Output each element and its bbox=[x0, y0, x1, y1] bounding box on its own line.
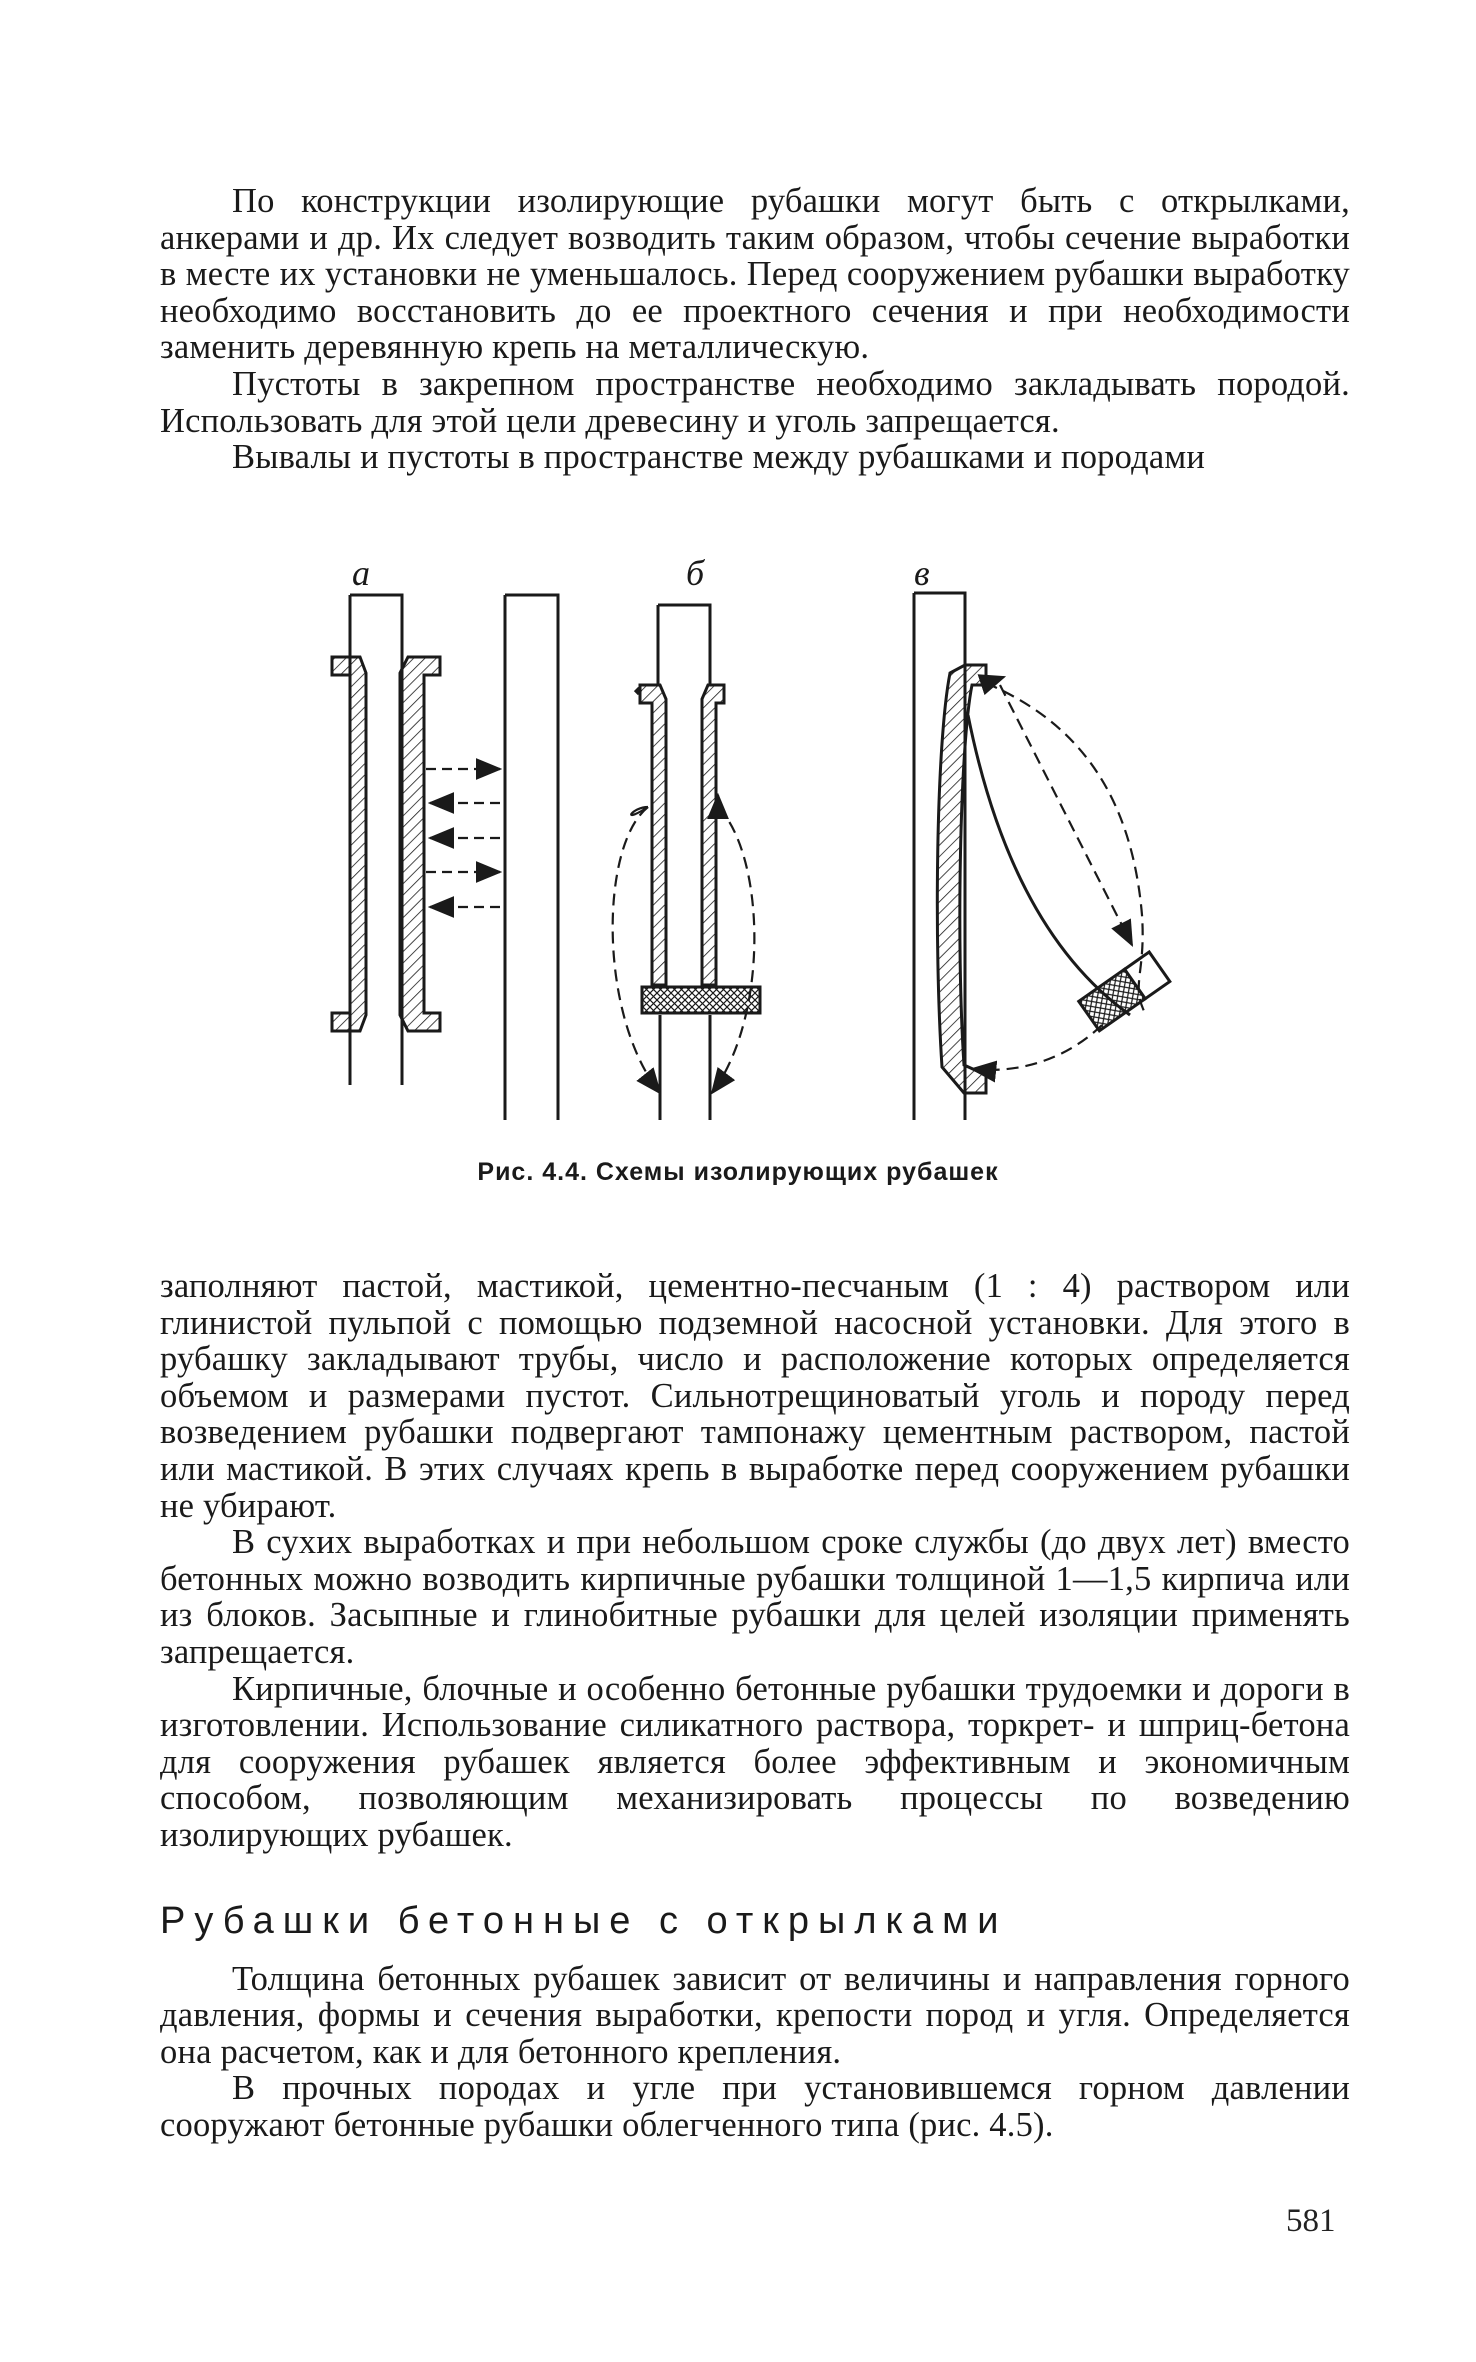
label-a: а bbox=[352, 553, 370, 593]
figure-drawing bbox=[300, 545, 1180, 1135]
top-text-block bbox=[160, 183, 1350, 476]
paragraph-voids-filling: Пустоты в закрепном пространстве необходимо закладывать породой. Использовать для этой цели древесину и уголь запрещается. bbox=[160, 364, 1350, 440]
figure-caption: Рис. 4.4. Схемы изолирующих рубашек bbox=[477, 1158, 999, 1186]
section-title: Рубашки бетонные с открылками bbox=[160, 1899, 1008, 1942]
paragraph-strong-rocks: В прочных породах и угле при установившемся горном давлении сооружают бетонные рубашки облегченного типа (рис. 4.5). bbox=[160, 2069, 1350, 2144]
page-number: 581 bbox=[1286, 2203, 1336, 2239]
paragraph-construction: По конструкции изолирующие рубашки могут быть с открылками, анкерами и др. Их следует возводить таким образом, чтобы сечение выработки в месте их установки не уменьшалось. Перед сооружением рубашки выработку необходимо восстановить до ее проектного сечения и при необходимости заменить деревянную крепь на металлическую. bbox=[160, 182, 1350, 367]
paragraph-labor-intensive: Кирпичные, блочные и особенно бетонные рубашки трудоемки и дороги в изготовлении. Использование силикатного раствора, торкрет- и шприц-бетона для сооружения рубашек является более эффективным и экономичным способом, позволяющим механизировать процессы по возведению изолирующих рубашек. bbox=[160, 1669, 1350, 1854]
scheme-a bbox=[332, 595, 558, 1120]
bottom-text-block bbox=[160, 1268, 1350, 2143]
figure-insulating-shirts bbox=[300, 545, 1180, 1135]
scheme-v bbox=[914, 593, 1170, 1120]
paragraph-cavities-start: Вывалы и пустоты в пространстве между рубашками и породами bbox=[232, 438, 1206, 477]
label-v: в bbox=[914, 553, 930, 593]
label-b: б bbox=[686, 553, 705, 593]
paragraph-dry-workings: В сухих выработках и при небольшом сроке службы (до двух лет) вместо бетонных можно возводить кирпичные рубашки толщиной 1—1,5 кирпича или из блоков. Засыпные и глинобитные рубашки для целей изоляции применять запрещается. bbox=[160, 1523, 1350, 1671]
paragraph-thickness: Толщина бетонных рубашек зависит от величины и направления горного давления, формы и сечения выработки, крепости пород и угля. Определяется она расчетом, как и для бетонного крепления. bbox=[160, 1959, 1350, 2071]
scheme-b bbox=[613, 605, 760, 1120]
paragraph-filling-methods: заполняют пастой, мастикой, цементно-песчаным (1 : 4) раствором или глинистой пульпой с помощью подземной насосной установки. Для этого в рубашку закладывают трубы, число и расположение которых определяется объемом и размерами пустот. Сильнотрещиноватый уголь и породу перед возведением рубашки подвергают тампонажу цементным раствором, пастой или мастикой. В этих случаях крепь в выработке перед сооружением рубашки не убирают. bbox=[160, 1267, 1350, 1525]
